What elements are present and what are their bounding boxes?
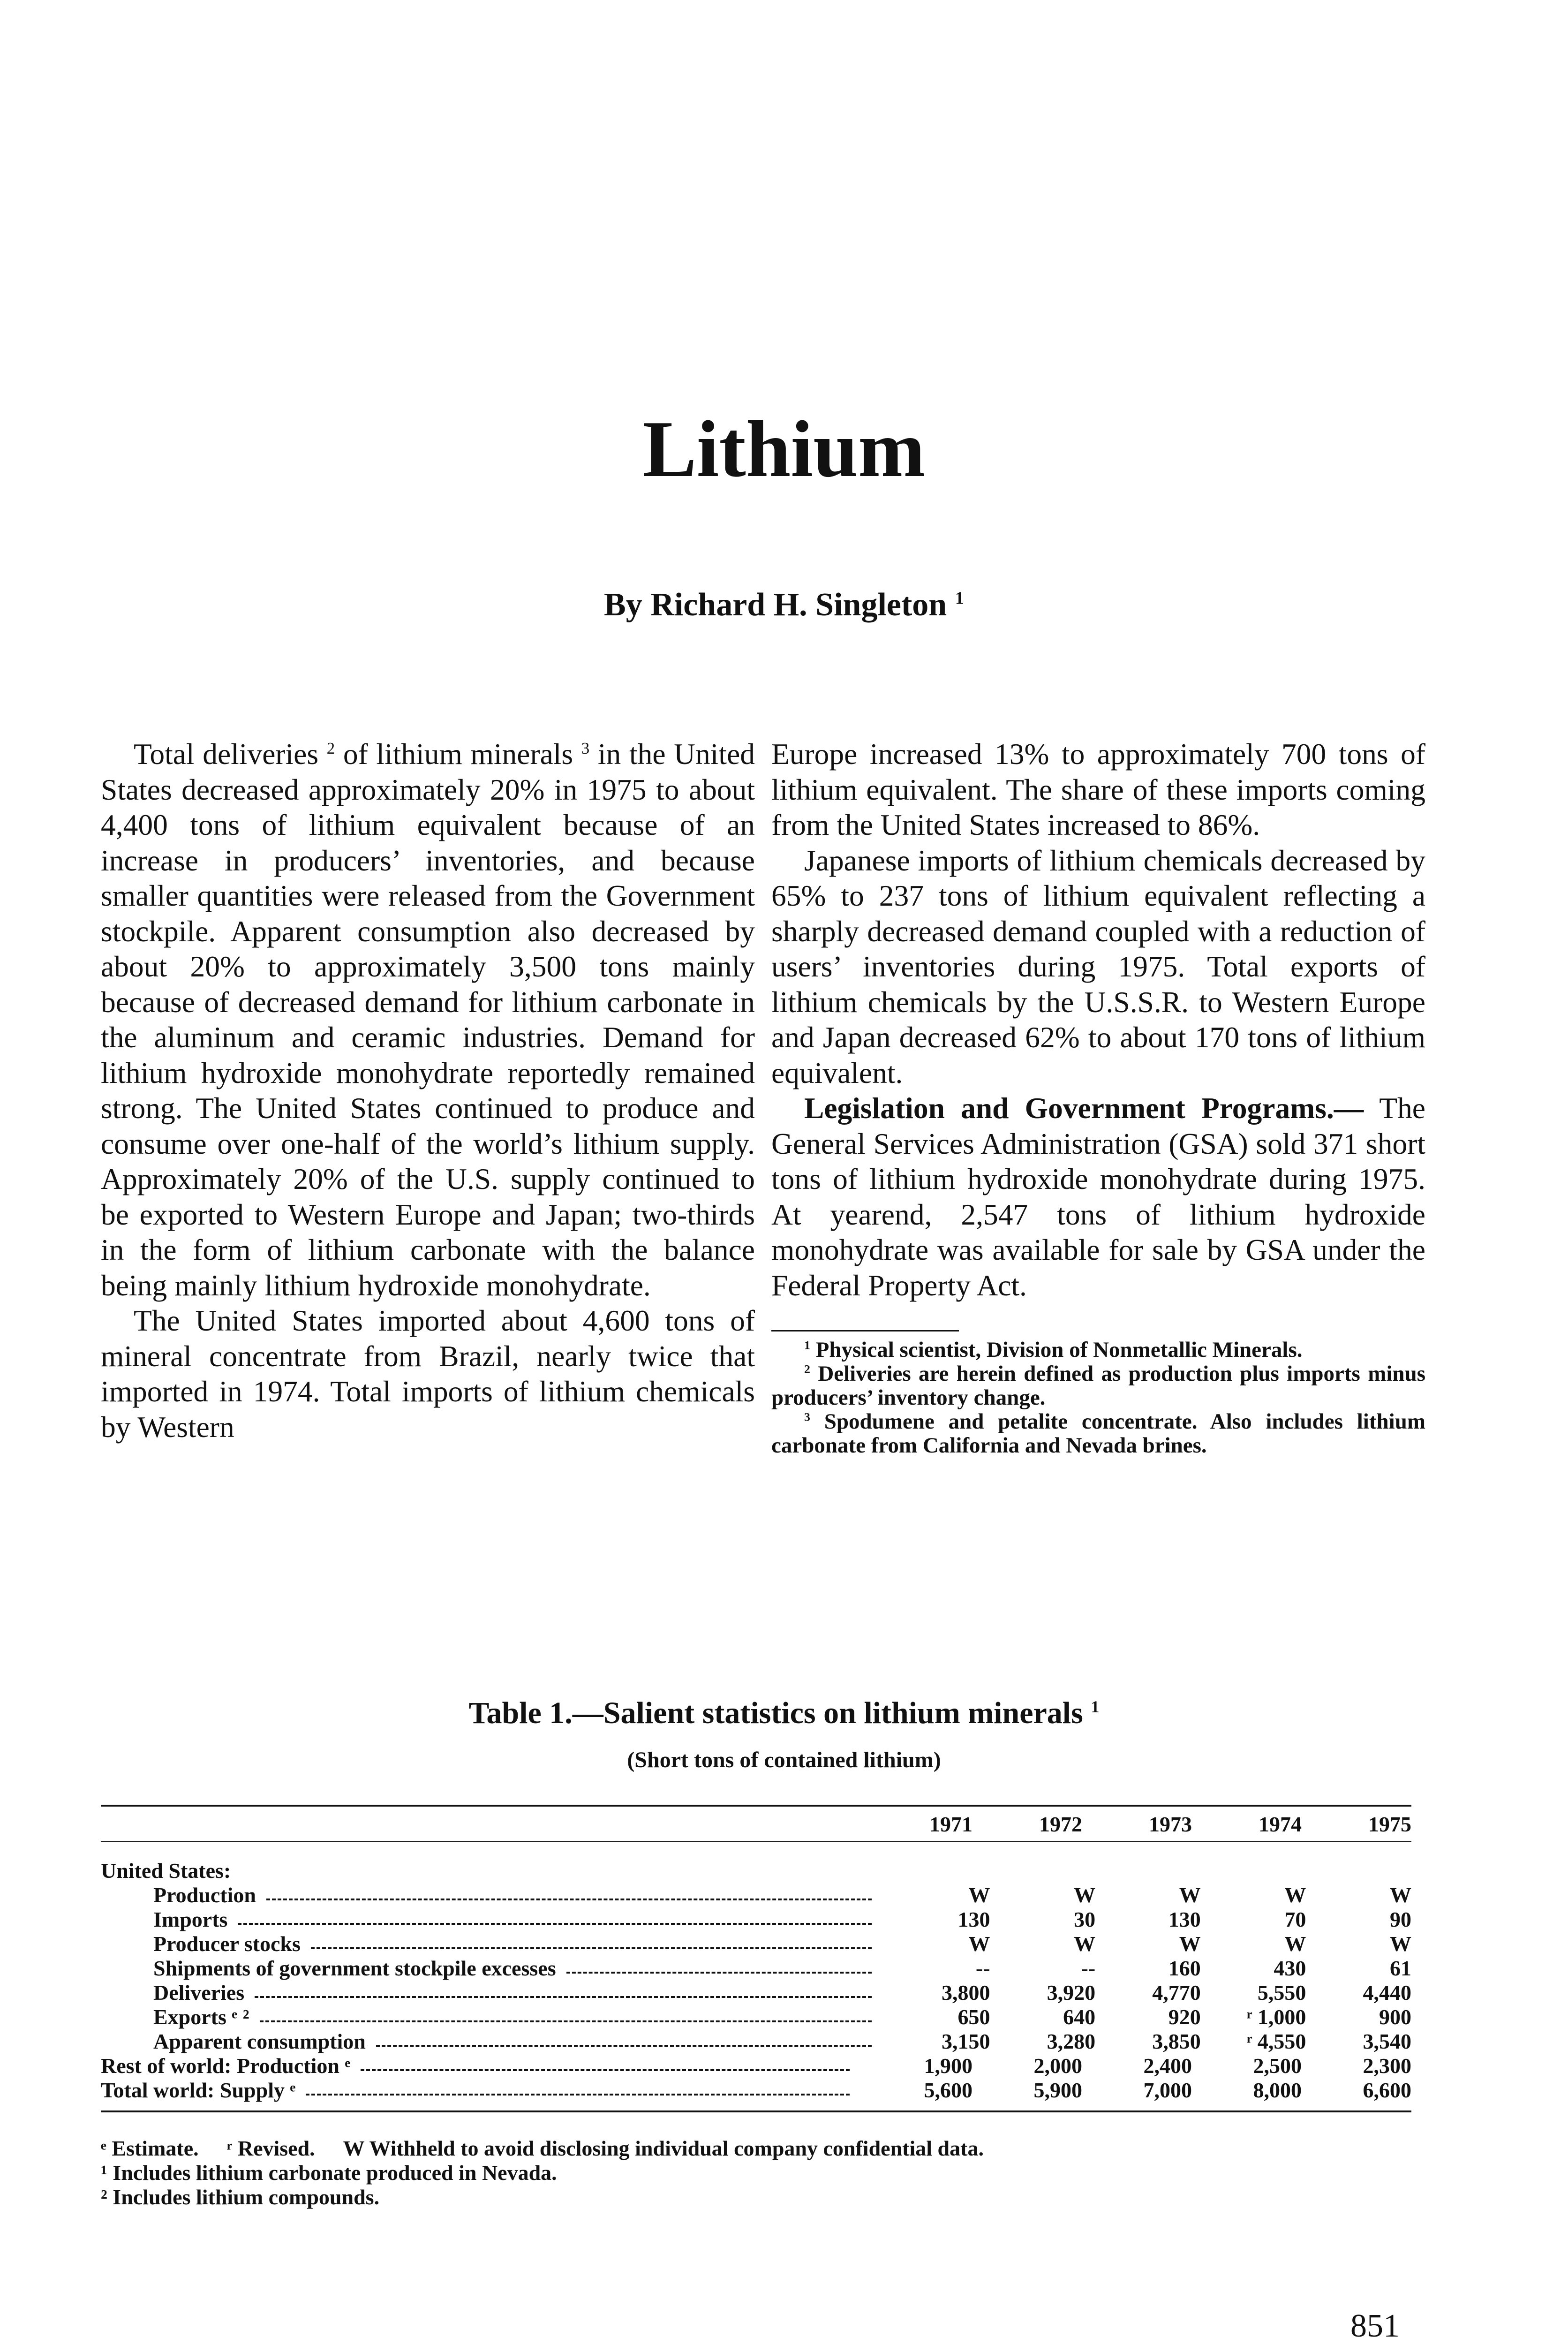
table-cell: 650 [957, 2005, 990, 2029]
table-header-row [101, 1807, 1411, 1841]
table-cell: 5,600 [924, 2078, 972, 2102]
paragraph [771, 843, 1425, 1091]
table-row [101, 2005, 1411, 2029]
paragraph [101, 736, 755, 1303]
footnote-text: Physical scientist, Division of Nonmetallic Minerals. [815, 1338, 1303, 1362]
row-label: Imports [153, 1907, 228, 1931]
year-header: 1974 [1259, 1812, 1302, 1836]
row-label: Rest of world: Production ᵉ [101, 2053, 351, 2078]
statistics-table [101, 1805, 1411, 2112]
text-column-left [101, 736, 755, 1445]
table-cell: 430 [1274, 1956, 1306, 1980]
table-cell: 2,300 [1363, 2053, 1411, 2078]
table-cell: 3,540 [1363, 2029, 1412, 2053]
row-label: Producer stocks [153, 1931, 301, 1956]
table-cell: 130 [1168, 1907, 1201, 1931]
table-cell: 160 [1168, 1956, 1201, 1980]
dot-leader [376, 2045, 872, 2047]
dot-leader [311, 1947, 872, 1949]
table-cell: 5,550 [1257, 1980, 1306, 2005]
byline-footnote-mark: 1 [955, 588, 964, 608]
footnote-mark: 3 [804, 1410, 810, 1424]
footnote-ref: 3 [581, 739, 590, 757]
table-cell: 2,400 [1143, 2053, 1192, 2078]
table-row [101, 2029, 1411, 2053]
paragraph-text: The United States imported about 4,600 tons of mineral concentrate from Brazil, nearly twice that imported in 1974. Total imports of lithium chemicals by Western [101, 1304, 755, 1444]
dot-leader [255, 1996, 872, 1998]
table-title-text: Table 1.—Salient statistics on lithium minerals [468, 1696, 1083, 1730]
footnote [771, 1338, 1425, 1362]
row-label-cell [101, 1883, 885, 1907]
table-cell: -- [975, 1956, 990, 1980]
text-column-right [771, 736, 1425, 1458]
table-cell: W [968, 1931, 990, 1956]
table-notes-line-1 [101, 2136, 1411, 2161]
article-title: Lithium [642, 405, 926, 494]
table-cell: 3,850 [1152, 2029, 1201, 2053]
row-label-cell [101, 2078, 863, 2103]
row-label-cell [101, 1907, 885, 1932]
table-subtitle: (Short tons of contained lithium) [627, 1747, 941, 1772]
table-cell: 4,770 [1152, 1980, 1201, 2005]
year-header: 1971 [929, 1812, 972, 1836]
table-cell: 1,900 [924, 2053, 972, 2078]
dot-leader [266, 1899, 872, 1900]
table-title [0, 1695, 1568, 1731]
footnote-ref: 2 [326, 739, 335, 757]
table-cell: 4,440 [1363, 1980, 1412, 2005]
paragraph-text: Japanese imports of lithium chemicals decreased by 65% to 237 tons of lithium equivalent reflecting a sharply decreased demand coupled with a reduction of users’ inventories during 1975. Total exports of lithium chemicals by the U.S.S.R. to Western Europe and Japan decreased 62% to about 170 tons of lithium equivalent. [771, 843, 1425, 1089]
dot-leader [361, 2069, 850, 2071]
table-cell: 920 [1168, 2005, 1201, 2029]
right-column-paragraphs [771, 736, 1425, 1303]
table-bottom-rule [101, 2110, 1411, 2112]
row-label-cell [101, 2005, 885, 2029]
footnote [771, 1410, 1425, 1458]
table-row [101, 1956, 1411, 1980]
table-body [101, 1842, 1411, 2110]
table-cell: 130 [957, 1907, 990, 1931]
row-label: Shipments of government stockpile excesses [153, 1956, 556, 1980]
note-withheld: W Withheld to avoid disclosing individual company confidential data. [343, 2136, 984, 2160]
byline-text: By Richard H. Singleton [604, 587, 947, 623]
table-cell: W [968, 1883, 990, 1907]
row-label-cell [101, 1858, 863, 1883]
dot-leader [566, 1972, 872, 1974]
paragraph [771, 736, 1425, 843]
table-cell: W [1284, 1931, 1306, 1956]
table-cell: W [1390, 1931, 1412, 1956]
row-label-cell [101, 1980, 885, 2005]
table-note-2: ² Includes lithium compounds. [101, 2185, 380, 2209]
row-label: Deliveries [153, 1980, 245, 2005]
paragraph [771, 1090, 1425, 1303]
row-label-cell [101, 2029, 885, 2054]
table-cell: ʳ 1,000 [1246, 2005, 1306, 2029]
dot-leader [260, 2020, 872, 2022]
paragraph-text: Total deliveries [134, 737, 327, 771]
table-cell: W [1390, 1883, 1412, 1907]
table-cell: 30 [1074, 1907, 1096, 1931]
footnotes [771, 1338, 1425, 1458]
row-label: Exports ᵉ ² [153, 2005, 249, 2029]
table-cell: ʳ 4,550 [1246, 2029, 1306, 2053]
table-cell: W [1179, 1931, 1201, 1956]
paragraph-text: in the United States decreased approximately 20% in 1975 to about 4,400 tons of lithium equivalent because of an increase in producers’ inventories, and because smaller quantities were released from the Government stockpile. Apparent consumption also decreased by about 20% to approximately 3,500 tons mainly because of decreased demand for lithium carbonate in the aluminum and ceramic industries. Demand for lithium hydroxide monohydrate reportedly remained strong. The United States continued to produce and consume over one-half of the world’s lithium supply. Approximately 20% of the U.S. supply continued to be exported to Western Europe and Japan; two-thirds in the form of lithium carbonate with the balance being mainly lithium hydroxide monohydrate. [101, 737, 755, 1302]
table-row [101, 1883, 1411, 1907]
row-label-cell [101, 2053, 863, 2078]
table-row [101, 2053, 1411, 2078]
table-cell: W [1074, 1883, 1096, 1907]
row-label-cell [101, 1956, 885, 1981]
paragraph [101, 1303, 755, 1445]
table-cell: 3,280 [1047, 2029, 1096, 2053]
table-row [101, 1907, 1411, 1931]
table-cell: W [1284, 1883, 1306, 1907]
row-label: Apparent consumption [153, 2029, 366, 2053]
row-label: Production [153, 1883, 256, 1907]
table-cell: 8,000 [1253, 2078, 1302, 2102]
table-cell: 900 [1379, 2005, 1412, 2029]
footnote-mark: 2 [804, 1362, 810, 1376]
table-cell: 640 [1063, 2005, 1096, 2029]
dot-leader [238, 1923, 871, 1925]
dot-leader [306, 2094, 850, 2095]
table-cell: 2,000 [1033, 2053, 1082, 2078]
table-cell: 3,150 [942, 2029, 990, 2053]
table-cell: 7,000 [1143, 2078, 1192, 2102]
paragraph-text: of lithium minerals [335, 737, 581, 771]
table-cell: 90 [1390, 1907, 1412, 1931]
year-header: 1972 [1039, 1812, 1082, 1836]
table-title-mark: 1 [1091, 1697, 1100, 1716]
table-row [101, 1858, 1411, 1883]
table-cell: 61 [1390, 1956, 1412, 1980]
row-label: Total world: Supply ᵉ [101, 2078, 296, 2102]
byline [0, 586, 1568, 624]
table-cell: W [1074, 1931, 1096, 1956]
note-estimate: ᵉ Estimate. [101, 2136, 199, 2160]
page-number: 851 [1350, 2308, 1400, 2344]
year-header: 1973 [1149, 1812, 1192, 1836]
footnote-text: Spodumene and petalite concentrate. Also includes lithium carbonate from California and Nevada brines. [771, 1409, 1426, 1458]
year-header: 1975 [1368, 1812, 1411, 1836]
footnote-text: Deliveries are herein defined as production plus imports minus producers’ inventory change. [771, 1362, 1425, 1410]
table-notes [101, 2136, 1411, 2209]
note-revised: ʳ Revised. [226, 2136, 315, 2160]
table-row [101, 1931, 1411, 1956]
table-cell: 70 [1284, 1907, 1306, 1931]
table-cell: 6,600 [1363, 2078, 1411, 2102]
paragraph-text: The General Services Administration (GSA) sold 371 short tons of lithium hydroxide monohydrate during 1975. At yearend, 2,547 tons of lithium hydroxide monohydrate was available for sale by GSA under the Federal Property Act. [771, 1091, 1425, 1302]
row-label: United States: [101, 1858, 231, 1883]
table-row [101, 2078, 1411, 2102]
table-cell: 3,920 [1047, 1980, 1096, 2005]
footnote [771, 1362, 1425, 1410]
footnote-rule [771, 1330, 959, 1331]
table-cell: W [1179, 1883, 1201, 1907]
table-note-1: ¹ Includes lithium carbonate produced in Nevada. [101, 2161, 557, 2185]
table-row [101, 1980, 1411, 2005]
table-cell: 2,500 [1253, 2053, 1302, 2078]
table-cell: 3,800 [942, 1980, 990, 2005]
row-label-cell [101, 1931, 885, 1956]
section-heading: Legislation and Government Programs.— [804, 1091, 1364, 1125]
footnote-mark: 1 [804, 1338, 810, 1352]
table-cell: 5,900 [1033, 2078, 1082, 2102]
paragraph-text: Europe increased 13% to approximately 700 tons of lithium equivalent. The share of these imports coming from the United States increased to 86%. [771, 737, 1425, 841]
table-cell: -- [1081, 1956, 1096, 1980]
